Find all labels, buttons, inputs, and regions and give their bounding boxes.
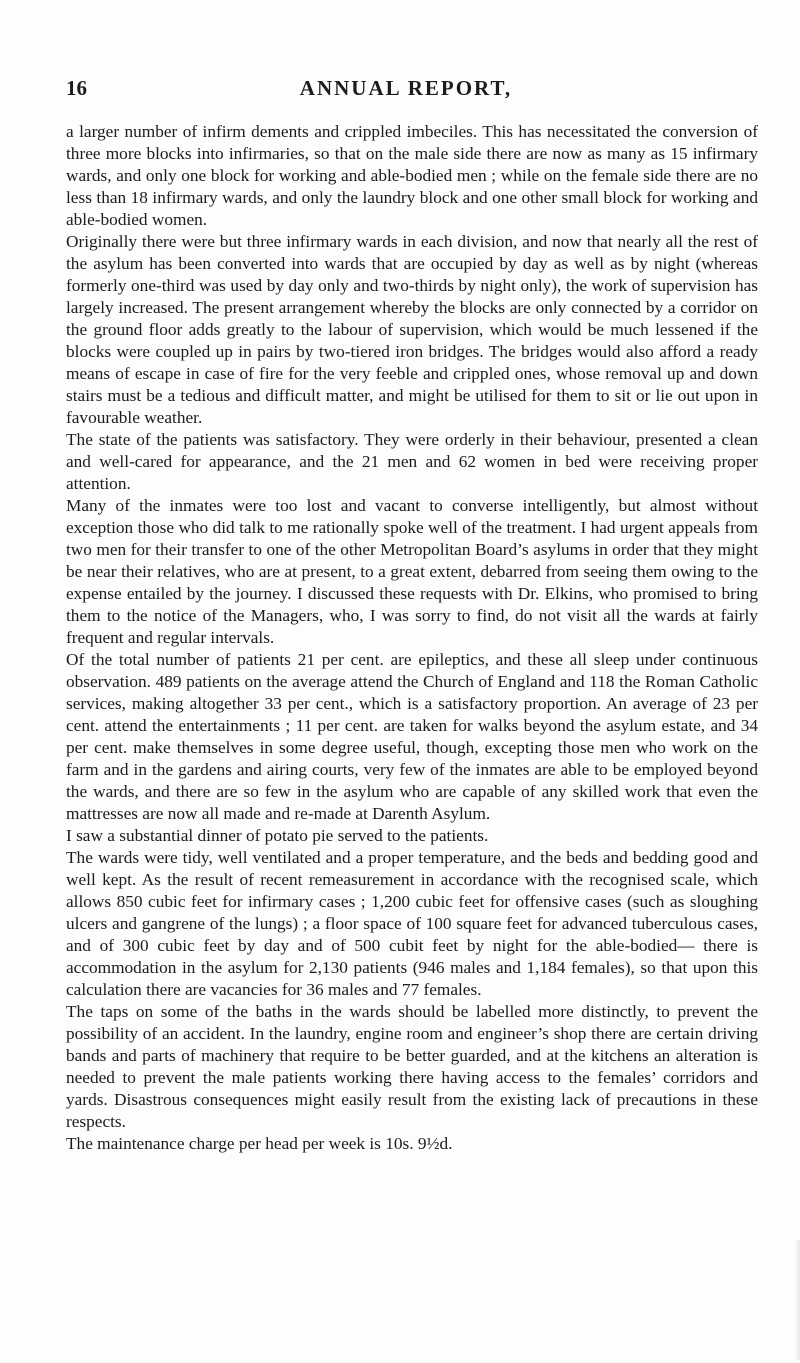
running-title: ANNUAL REPORT, xyxy=(299,76,513,100)
paragraph: The state of the patients was satisfactory. They were orderly in their behaviour, presented a clean and well-cared for appearance, and the 21 men and 62 women in bed were receiving proper attention. xyxy=(66,430,758,493)
paragraph: I saw a substantial dinner of potato pie served to the patients. xyxy=(66,826,489,845)
paragraph: The wards were tidy, well ventilated and a proper temperature, and the beds and bedding good and well kept. As the result of recent remeasurement in accordance with the recognised scale, which allows 850 cubic feet for infirmary cases ; 1,200 cubic feet for offensive cases (such as sloughing ulcers and gangrene of the lungs) ; a floor space of 100 square feet for advanced tuberculous cases, and of 300 cubic feet by day and of 500 cubit feet by night for the able-bodied— there is accommodation in the asylum for 2,130 patients (946 males and 1,184 females), so that upon this calculation there are vacancies for 36 males and 77 females. xyxy=(66,848,758,999)
page-number: 16 xyxy=(66,76,87,100)
page-header xyxy=(66,76,746,106)
paragraph: The taps on some of the baths in the wards should be labelled more distinctly, to prevent the possibility of an accident. In the laundry, engine room and engineer’s shop there are certain driving bands and parts of machinery that require to be better guarded, and at the kitchens an alteration is needed to prevent the male patients working there having access to the females’ corridors and yards. Disastrous consequences might easily result from the existing lack of precautions in these respects. xyxy=(66,1002,758,1131)
paragraph: Of the total number of patients 21 per cent. are epileptics, and these all sleep under continuous observation. 489 patients on the average attend the Church of England and 118 the Roman Catholic services, making altogether 33 per cent., which is a satisfactory proportion. An average of 23 per cent. attend the entertainments ; 11 per cent. are taken for walks beyond the asylum estate, and 34 per cent. make themselves in some degree useful, though, excepting those men who work on the farm and in the gardens and airing courts, very few of the inmates are able to be employed beyond the wards, and there are so few in the asylum who are capable of any skilled work that even the mattresses are now all made and re-made at Darenth Asylum. xyxy=(66,650,758,823)
report-body xyxy=(66,121,758,1155)
paragraph: a larger number of infirm dements and crippled imbeciles. This has necessitated the conversion of three more blocks into infirmaries, so that on the male side there are now as many as 15 infirmary wards, and only one block for working and able-bodied men ; while on the female side there are no less than 18 infirmary wards, and only the laundry block and one other small block for working and able-bodied women. xyxy=(66,122,758,229)
page-edge-shadow xyxy=(794,1240,800,1360)
paragraph: Many of the inmates were too lost and vacant to converse intelligently, but almost without exception those who did talk to me rationally spoke well of the treatment. I had urgent appeals from two men for their transfer to one of the other Metropolitan Board’s asylums in order that they might be near their relatives, who are at present, to a great extent, debarred from seeing them owing to the expense entailed by the journey. I discussed these requests with Dr. Elkins, who promised to bring them to the notice of the Managers, who, I was sorry to find, do not visit all the wards at fairly frequent and regular intervals. xyxy=(66,496,758,647)
paragraph: Originally there were but three infirmary wards in each division, and now that nearly all the rest of the asylum has been converted into wards that are occupied by day as well as by night (whereas formerly one-third was used by day only and two-thirds by night only), the work of supervision has largely increased. The present arrangement whereby the blocks are only connected by a corridor on the ground floor adds greatly to the labour of supervision, which would be much lessened if the blocks were coupled up in pairs by two-tiered iron bridges. The bridges would also afford a ready means of escape in case of fire for the very feeble and crippled ones, whose removal up and down stairs must be a tedious and difficult matter, and might be utilised for them to sit or lie out upon in favourable weather. xyxy=(66,232,758,427)
paragraph: The maintenance charge per head per week is 10s. 9½d. xyxy=(66,1134,453,1153)
